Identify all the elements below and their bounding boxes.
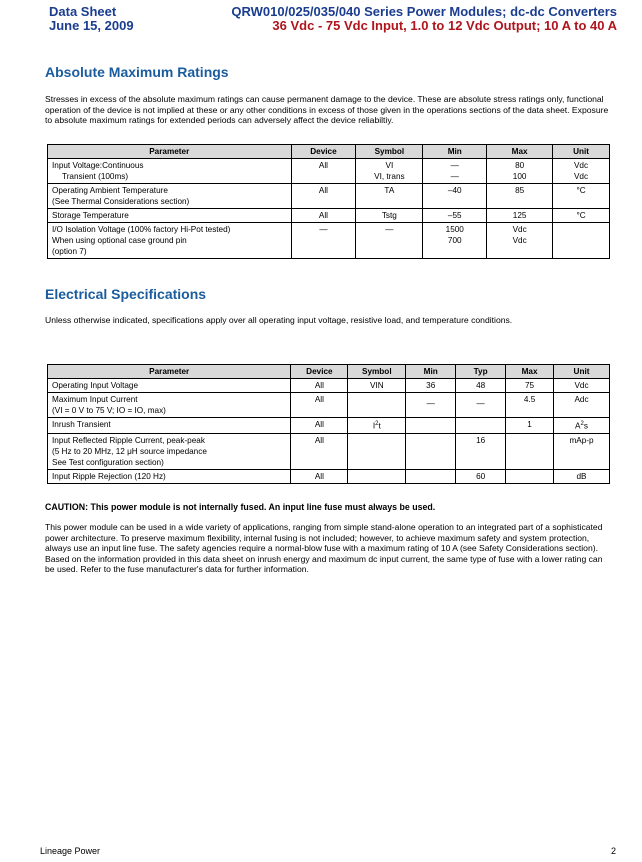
max-text: Vdc	[512, 236, 527, 245]
max-cell	[506, 433, 554, 469]
col-header: Max	[487, 145, 553, 159]
symbol-text: VI	[385, 161, 394, 170]
symbol-cell: VIN	[348, 379, 406, 393]
col-header: Typ	[456, 365, 506, 379]
unit-sup: 2	[580, 421, 584, 427]
symbol-cell: TA	[356, 184, 423, 209]
min-text: —	[450, 172, 459, 181]
unit-cell: mAp-p	[554, 433, 610, 469]
typ-cell: 48	[456, 379, 506, 393]
header-right	[231, 5, 617, 33]
table-header-row	[48, 145, 610, 159]
footer-company: Lineage Power	[40, 846, 101, 856]
param-text: (option 7)	[52, 247, 87, 256]
table-row	[48, 379, 610, 393]
unit-cell: Adc	[554, 393, 610, 418]
unit-cell	[553, 223, 610, 259]
symbol-text: VI, trans	[374, 172, 405, 181]
device-cell: All	[291, 433, 348, 469]
doc-date: June 15, 2009	[49, 18, 134, 33]
es-intro: Unless otherwise indicated, specifications apply over all operating input voltage, resistive load, and temperature conditions.	[45, 315, 513, 325]
max-cell: 85	[487, 184, 553, 209]
max-cell: 4.5	[506, 393, 554, 418]
min-text: 700	[447, 236, 462, 245]
amr-heading: Absolute Maximum Ratings	[45, 64, 229, 80]
unit-cell: °C	[553, 209, 610, 223]
col-header: Parameter	[48, 145, 292, 159]
param-text: (5 Hz to 20 MHz, 12 μH source impedance	[52, 446, 207, 456]
max-text: Vdc	[512, 225, 527, 234]
typ-cell	[456, 418, 506, 434]
col-header: Symbol	[356, 145, 423, 159]
table-row	[48, 159, 610, 184]
max-text: 100	[512, 172, 527, 181]
unit-base: A	[575, 421, 581, 431]
min-cell	[406, 469, 456, 483]
unit-cell: Vdc	[554, 379, 610, 393]
device-cell: All	[291, 209, 356, 223]
param-text: (See Thermal Considerations section)	[52, 197, 190, 206]
param-text: Maximum Input Current	[52, 395, 138, 404]
unit-text: Vdc	[573, 172, 589, 181]
table-row	[48, 418, 610, 434]
param-cell: Inrush Transient	[48, 418, 291, 434]
max-cell: 125	[487, 209, 553, 223]
col-header: Symbol	[348, 365, 406, 379]
param-text: Input Voltage:Continuous	[52, 161, 144, 170]
device-cell: All	[291, 418, 348, 434]
device-cell: All	[291, 469, 348, 483]
max-text: 80	[515, 161, 525, 170]
unit-tail: s	[583, 421, 588, 431]
table-row	[48, 209, 610, 223]
caution-note: CAUTION: This power module is not internally fused. An input line fuse must always be used.	[45, 502, 436, 512]
unit-cell: dB	[554, 469, 610, 483]
symbol-tail: t	[378, 421, 381, 431]
device-cell: All	[291, 379, 348, 393]
min-cell	[406, 418, 456, 434]
min-cell: –40	[423, 184, 487, 209]
device-cell: All	[291, 159, 356, 184]
table-row	[48, 184, 610, 209]
unit-cell: °C	[553, 184, 610, 209]
param-text: (VI = 0 V to 75 V; IO = IO, max)	[52, 406, 166, 415]
param-text: See Test configuration section)	[52, 457, 164, 467]
footer-page-number: 2	[610, 846, 616, 856]
table-row	[48, 433, 610, 469]
typ-cell: —	[456, 393, 506, 418]
col-header: Unit	[553, 145, 610, 159]
col-header: Unit	[554, 365, 610, 379]
symbol-cell	[348, 393, 406, 418]
min-cell: 36	[406, 379, 456, 393]
unit-cell	[554, 418, 610, 434]
min-cell	[406, 433, 456, 469]
col-header: Min	[423, 145, 487, 159]
doc-subtitle: 36 Vdc - 75 Vdc Input, 1.0 to 12 Vdc Output; 10 A to 40 A	[272, 18, 617, 33]
symbol-sup: 2	[375, 421, 379, 427]
fuse-paragraph: This power module can be used in a wide variety of applications, ranging from simple stand-alone operation to an integrated part of a sophisticated power architecture. To preserve maximum flexibility, internal fusing is not included; however, to achieve maximum safety and system protection, always use an input line fuse. The safety agencies require a normal-blow fuse with a maximum rating of 10 A (see Safety Considerations section). Based on the information provided in this data sheet on inrush energy and maximum dc input current, the same type of fuse with a lower rating can be used. Refer to the fuse manufacturer's data for further information.	[45, 522, 603, 574]
max-cell	[506, 469, 554, 483]
symbol-base: I	[372, 421, 376, 431]
amr-table	[47, 144, 610, 259]
typ-cell: 60	[456, 469, 506, 483]
param-text: Transient (100ms)	[62, 172, 129, 181]
col-header: Max	[506, 365, 554, 379]
table-row	[48, 393, 610, 418]
device-cell: All	[291, 393, 348, 418]
unit-text: Vdc	[573, 161, 589, 170]
col-header: Device	[291, 365, 348, 379]
min-text: 1500	[445, 225, 464, 234]
param-text: Operating Ambient Temperature	[52, 186, 168, 195]
param-text: When using optional case ground pin	[52, 236, 187, 245]
min-cell: —	[406, 393, 456, 418]
typ-cell: 16	[456, 433, 506, 469]
min-cell: –55	[423, 209, 487, 223]
table-row	[48, 469, 610, 483]
symbol-cell	[348, 418, 406, 434]
param-text: Input Reflected Ripple Current, peak-peak	[52, 435, 205, 445]
es-table	[47, 364, 610, 484]
table-row	[48, 223, 610, 259]
table-header-row	[48, 365, 610, 379]
doc-type: Data Sheet	[49, 4, 117, 19]
max-cell: 1	[506, 418, 554, 434]
device-cell: All	[291, 184, 356, 209]
symbol-cell: Tstg	[356, 209, 423, 223]
col-header: Min	[406, 365, 456, 379]
es-heading: Electrical Specifications	[45, 286, 207, 302]
col-header: Device	[291, 145, 356, 159]
symbol-cell	[348, 433, 406, 469]
doc-title: QRW010/025/035/040 Series Power Modules; dc-dc Converters	[231, 4, 617, 19]
param-cell: Storage Temperature	[48, 209, 292, 223]
param-cell: Input Ripple Rejection (120 Hz)	[48, 469, 291, 483]
symbol-cell	[348, 469, 406, 483]
header-left	[49, 5, 134, 33]
col-header: Parameter	[48, 365, 291, 379]
max-cell: 75	[506, 379, 554, 393]
symbol-cell: —	[356, 223, 423, 259]
min-text: —	[450, 161, 459, 170]
param-cell: Operating Input Voltage	[48, 379, 291, 393]
amr-intro: Stresses in excess of the absolute maximum ratings can cause permanent damage to the device. These are absolute stress ratings only, functional operation of the device is not implied at these or any other conditions in excess of those given in the operations sections of the data sheet. Exposure to absolute maximum ratings for extended periods can adversely affect the device reliabiltiy.	[45, 94, 609, 125]
device-cell: —	[291, 223, 356, 259]
param-text: I/O Isolation Voltage (100% factory Hi-Pot tested)	[52, 225, 231, 234]
